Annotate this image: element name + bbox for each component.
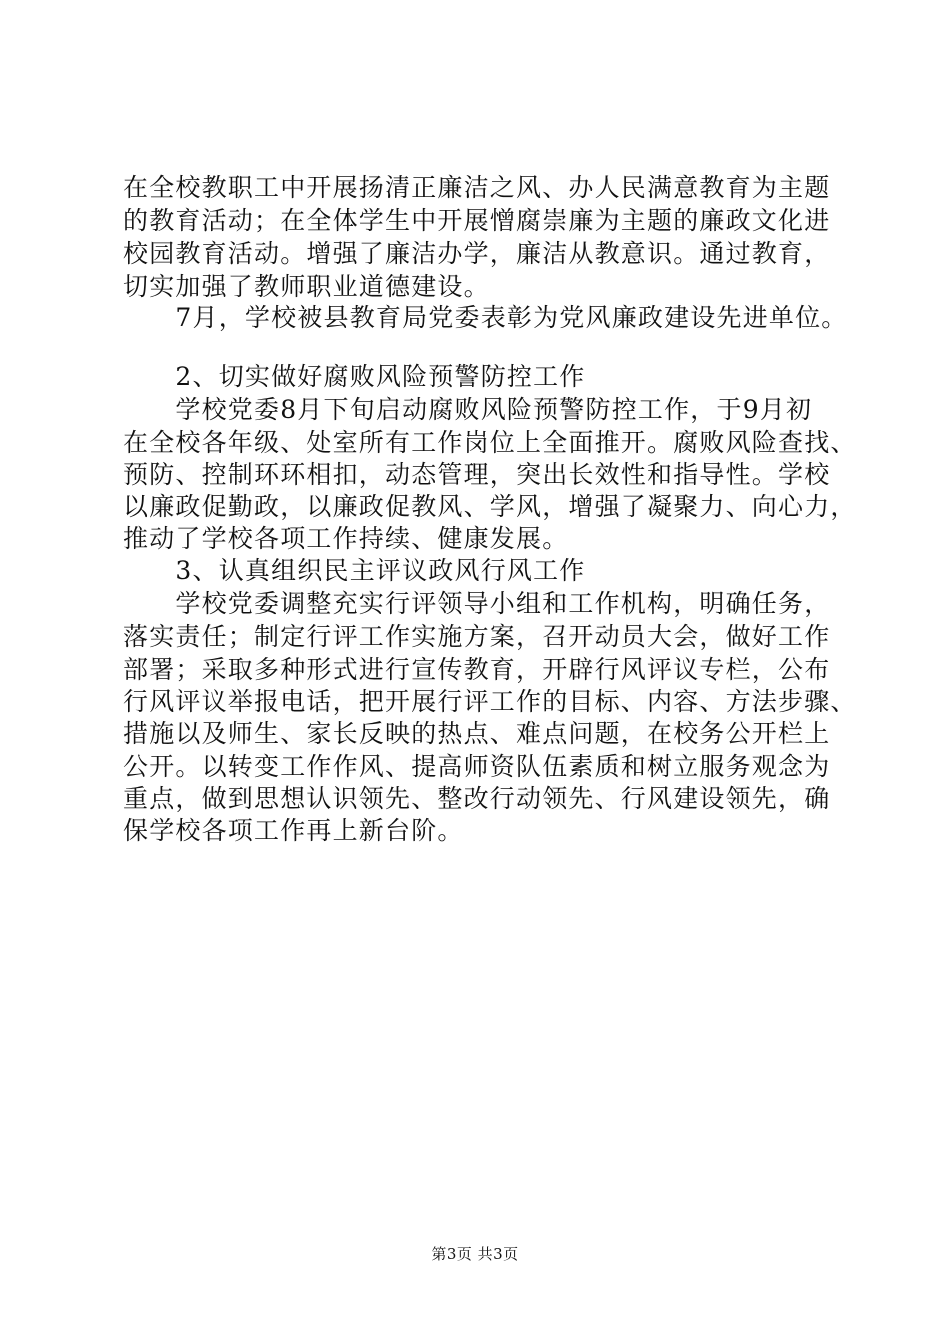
body-line: 公开。以转变工作作风、提高师资队伍素质和树立服务观念为: [123, 752, 831, 781]
body-line: 推动了学校各项工作持续、健康发展。: [123, 524, 569, 553]
body-line: 学校党委8月下旬启动腐败风险预警防控工作，于9月初: [123, 395, 813, 424]
body-line: 切实加强了教师职业道德建设。: [123, 272, 490, 301]
body-line: 重点，做到思想认识领先、整改行动领先、行风建设领先，确: [123, 784, 831, 813]
body-line: 在全校教职工中开展扬清正廉洁之风、办人民满意教育为主题: [123, 173, 831, 202]
section-heading: 2、切实做好腐败风险预警防控工作: [123, 362, 586, 391]
body-line: 在全校各年级、处室所有工作岗位上全面推开。腐败风险查找、: [123, 428, 857, 457]
body-line: 以廉政促勤政，以廉政促教风、学风，增强了凝聚力、向心力，: [123, 492, 857, 521]
body-line: 预防、控制环环相扣，动态管理，突出长效性和指导性。学校: [123, 460, 831, 489]
body-line: 行风评议举报电话，把开展行评工作的目标、内容、方法步骤、: [123, 687, 857, 716]
body-line: 7月，学校被县教育局党委表彰为党风廉政建设先进单位。: [123, 303, 848, 332]
body-line: 学校党委调整充实行评领导小组和工作机构，明确任务，: [123, 589, 831, 618]
body-line: 保学校各项工作再上新台阶。: [123, 816, 464, 845]
page-number: 第3页 共3页: [431, 1245, 519, 1263]
section-heading: 3、认真组织民主评议政风行风工作: [123, 556, 586, 585]
body-line: 措施以及师生、家长反映的热点、难点问题，在校务公开栏上: [123, 719, 831, 748]
body-line: 的教育活动；在全体学生中开展憎腐崇廉为主题的廉政文化进: [123, 206, 831, 235]
body-line: 部署；采取多种形式进行宣传教育，开辟行风评议专栏，公布: [123, 655, 831, 684]
body-line: 落实责任；制定行评工作实施方案，召开动员大会，做好工作: [123, 622, 831, 651]
body-line: 校园教育活动。增强了廉洁办学，廉洁从教意识。通过教育，: [123, 239, 831, 268]
